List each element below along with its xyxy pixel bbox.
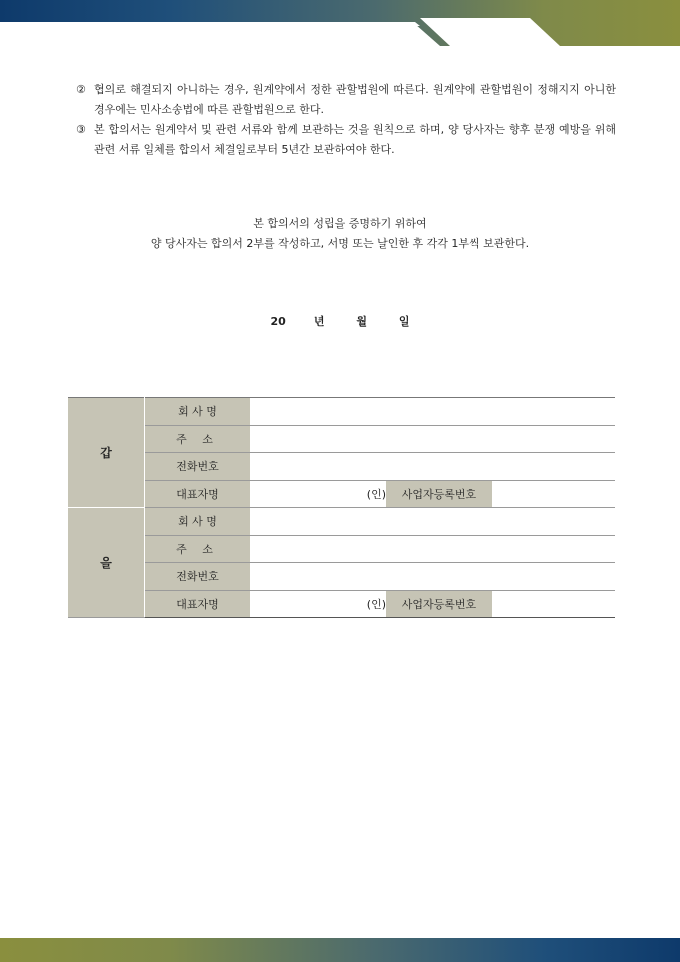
clause-item	[76, 80, 616, 120]
party-b-phone-field[interactable]	[250, 563, 615, 591]
party-a-regno-field[interactable]	[492, 480, 615, 508]
party-a-phone-label: 전화번호	[145, 453, 251, 481]
clause-text: 본 합의서는 원계약서 및 관련 서류와 함께 보관하는 것을 원칙으로 하며, 양 당사자는 향후 분쟁 예방을 위해 관련 서류 일체를 합의서 체결일로부터 5년간 보관하여야 한다.	[94, 123, 616, 156]
header-white-stripe	[0, 18, 680, 46]
party-a-rep-label: 대표자명	[145, 480, 251, 508]
party-b-seal[interactable]: (인)	[250, 590, 386, 618]
statement-line-1: 본 합의서의 성립을 증명하기 위하여	[253, 217, 427, 230]
party-a-address-label: 주 소	[145, 425, 251, 453]
clause-number: ②	[76, 83, 86, 96]
party-a-name: 갑	[68, 398, 145, 508]
party-a-seal[interactable]: (인)	[250, 480, 386, 508]
clause-item	[76, 120, 616, 160]
party-a-phone-field[interactable]	[250, 453, 615, 481]
party-a-company-label: 회 사 명	[145, 398, 251, 426]
statement-line-2: 양 당사자는 합의서 2부를 작성하고, 서명 또는 날인한 후 각각 1부씩 보관한다.	[150, 237, 530, 250]
date-year: 20	[270, 315, 286, 328]
party-b-company-field[interactable]	[250, 508, 615, 536]
party-b-regno-field[interactable]	[492, 590, 615, 618]
signature-table	[68, 397, 615, 618]
party-b-address-field[interactable]	[250, 535, 615, 563]
party-b-company-label: 회 사 명	[145, 508, 251, 536]
party-b-regno-label: 사업자등록번호	[386, 590, 492, 618]
footer-band	[0, 938, 680, 962]
date-year-label: 년	[313, 315, 325, 328]
party-b-name: 을	[68, 508, 145, 618]
clause-list	[76, 80, 616, 160]
party-b-phone-label: 전화번호	[145, 563, 251, 591]
closing-statement	[0, 214, 680, 254]
date-month-label: 월	[356, 315, 367, 328]
clause-number: ③	[76, 123, 86, 136]
party-a-company-field[interactable]	[250, 398, 615, 426]
date-day-label: 일	[398, 315, 410, 328]
party-a-address-field[interactable]	[250, 425, 615, 453]
clause-text: 협의로 해결되지 아니하는 경우, 원계약에서 정한 관할법원에 따른다. 원계약에 관할법원이 정해지지 아니한 경우에는 민사소송법에 따른 관할법원으로 한다.	[94, 83, 616, 116]
party-b-rep-label: 대표자명	[145, 590, 251, 618]
party-a-regno-label: 사업자등록번호	[386, 480, 492, 508]
signing-date	[0, 313, 680, 329]
party-b-address-label: 주 소	[145, 535, 251, 563]
